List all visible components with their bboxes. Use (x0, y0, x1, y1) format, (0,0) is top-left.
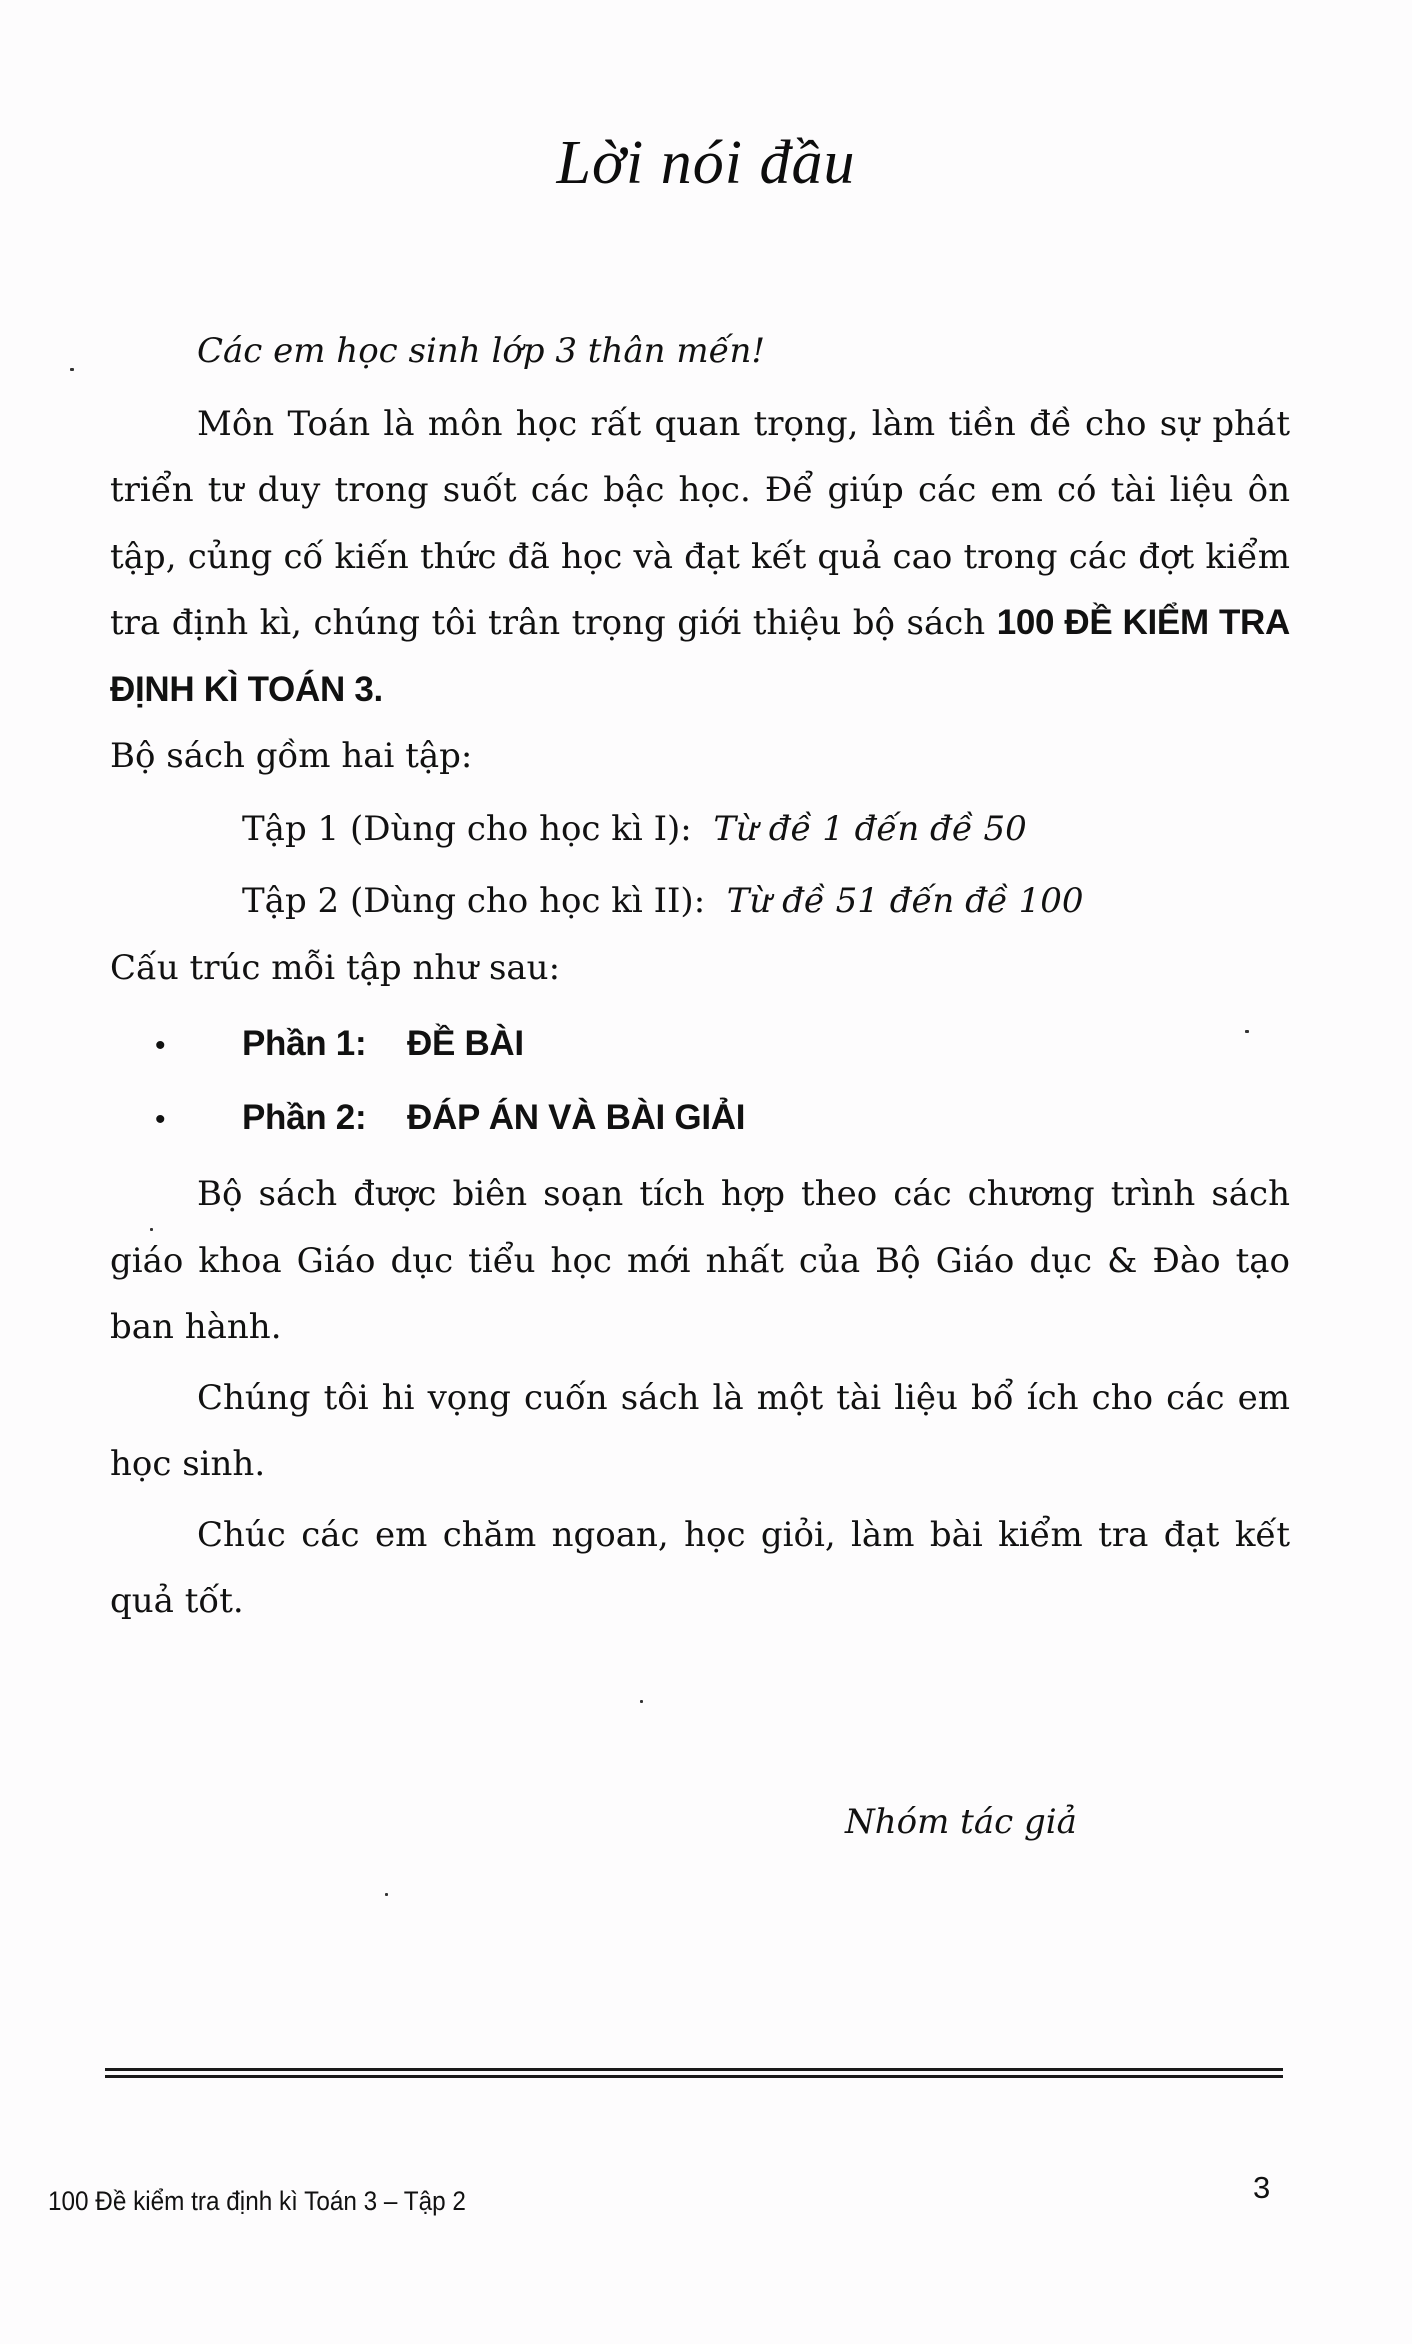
parts-list (110, 1007, 1290, 1155)
paragraph-wishes: Chúc các em chăm ngoan, học giỏi, làm bài kiểm tra đạt kết quả tốt. (110, 1514, 1290, 1621)
signature: Nhóm tác giả (845, 1802, 1077, 1842)
preface-body (110, 318, 1290, 1635)
volume-item (110, 868, 1290, 935)
bullet-icon: • (155, 1029, 166, 1062)
intro-text: Môn Toán là môn học rất quan trọng, làm tiền đề cho sự phát triển tư duy trong suốt các bậc học. Để giúp các em có tài liệu ôn tập, củng cố kiến thức đã học và đạt kết quả cao trong các đợt kiểm tra định kì, chúng tôi trân trọng giới thiệu bộ sách (110, 403, 1290, 643)
footer-divider (105, 2068, 1283, 2078)
volume-label: Tập 2 (Dùng cho học kì II): (242, 881, 706, 921)
part-name: ĐÁP ÁN VÀ BÀI GIẢI (407, 1098, 746, 1137)
part-item (110, 1007, 1290, 1081)
volume-label: Tập 1 (Dùng cho học kì I): (242, 808, 692, 849)
part-item (110, 1081, 1290, 1155)
scan-speck (385, 1893, 388, 1896)
book-title-highlight: 100 ĐỀ KIỂM TRA ĐỊNH KÌ TOÁN 3. (110, 603, 1290, 709)
paragraph-hope: Chúng tôi hi vọng cuốn sách là một tài liệu bổ ích cho các em học sinh. (110, 1377, 1290, 1484)
part-label: Phần 1: (242, 1024, 367, 1063)
footer-book-title: 100 Đề kiểm tra định kì Toán 3 – Tập 2 (48, 2186, 466, 2216)
intro-paragraph (110, 391, 1290, 724)
greeting: Các em học sinh lớp 3 thân mến! (197, 331, 766, 371)
part-label: Phần 2: (242, 1098, 367, 1137)
volumes-intro: Bộ sách gồm hai tập: (110, 736, 473, 776)
scan-speck (1245, 1030, 1249, 1033)
paragraph-curriculum: Bộ sách được biên soạn tích hợp theo các chương trình sách giáo khoa Giáo dục tiểu học mới nhất của Bộ Giáo dục & Đào tạo ban hành. (110, 1174, 1290, 1347)
volume-item (110, 796, 1290, 863)
volume-range: Từ đề 51 đến đề 100 (726, 881, 1084, 921)
part-name: ĐỀ BÀI (407, 1024, 524, 1063)
page-number: 3 (1253, 2170, 1271, 2205)
volume-range: Từ đề 1 đến đề 50 (713, 808, 1027, 849)
scan-speck (640, 1700, 643, 1703)
bullet-icon: • (155, 1103, 166, 1136)
page-title: Lời nói đầu (556, 129, 856, 197)
scan-speck (70, 368, 74, 371)
structure-intro: Cấu trúc mỗi tập như sau: (110, 947, 561, 988)
scan-speck (150, 1228, 153, 1231)
